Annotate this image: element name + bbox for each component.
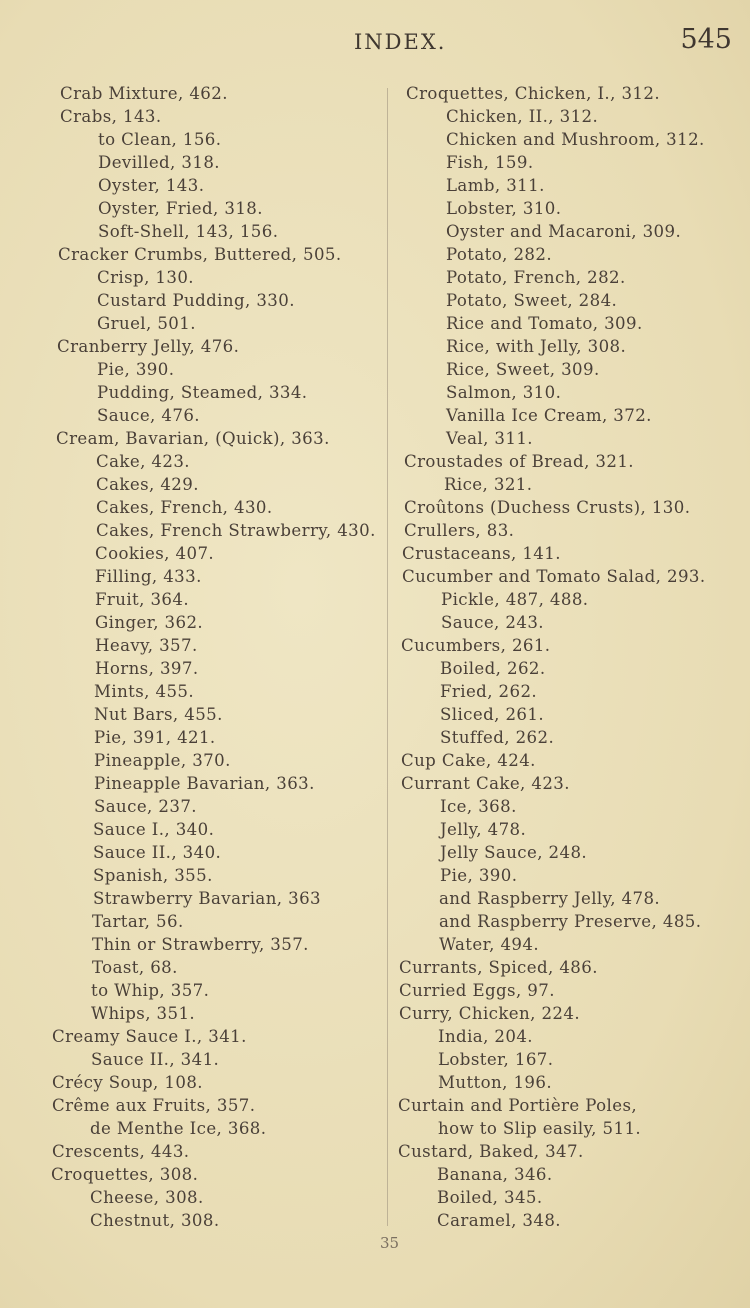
index-entry: Pickle, 487, 488. bbox=[441, 590, 589, 609]
index-entry: Fried, 262. bbox=[440, 682, 538, 701]
index-entry: Cakes, French, 430. bbox=[96, 498, 273, 517]
index-entry: Crisp, 130. bbox=[97, 268, 194, 287]
index-entry: Cracker Crumbs, Buttered, 505. bbox=[58, 245, 342, 264]
index-entry: Curtain and Portière Poles, bbox=[398, 1096, 638, 1115]
index-entry: Gruel, 501. bbox=[97, 314, 196, 333]
index-entry: Sliced, 261. bbox=[440, 705, 545, 724]
index-entry: Tartar, 56. bbox=[92, 912, 184, 931]
index-entry: Sauce, 476. bbox=[97, 406, 200, 425]
index-entry: Chicken, II., 312. bbox=[446, 107, 599, 126]
index-entry: Thin or Strawberry, 357. bbox=[92, 935, 309, 954]
index-entry: Chestnut, 308. bbox=[90, 1211, 220, 1230]
index-entry: Crabs, 143. bbox=[60, 107, 162, 126]
index-entry: Cream, Bavarian, (Quick), 363. bbox=[56, 429, 330, 448]
index-entry: Mints, 455. bbox=[94, 682, 195, 701]
index-entry: Cucumbers, 261. bbox=[401, 636, 551, 655]
page-title: INDEX. bbox=[354, 30, 447, 54]
index-entry: Water, 494. bbox=[439, 935, 539, 954]
index-entry: Pudding, Steamed, 334. bbox=[97, 383, 308, 402]
index-entry: Banana, 346. bbox=[437, 1165, 553, 1184]
index-entry: Crullers, 83. bbox=[404, 521, 515, 540]
index-entry: Crême aux Fruits, 357. bbox=[52, 1096, 256, 1115]
index-column-right bbox=[396, 82, 750, 1232]
index-entry: Cheese, 308. bbox=[90, 1188, 204, 1207]
page-number: 545 bbox=[680, 24, 732, 55]
index-entry: Crab Mixture, 462. bbox=[60, 84, 228, 103]
index-entry: to Whip, 357. bbox=[91, 981, 210, 1000]
index-entry: how to Slip easily, 511. bbox=[438, 1119, 642, 1138]
index-entry: Croquettes, Chicken, I., 312. bbox=[406, 84, 660, 103]
index-entry: to Clean, 156. bbox=[98, 130, 222, 149]
index-entry: Sauce, 237. bbox=[94, 797, 197, 816]
index-entry: Caramel, 348. bbox=[437, 1211, 561, 1230]
index-entry: Rice, 321. bbox=[444, 475, 533, 494]
index-entry: Sauce II., 340. bbox=[93, 843, 222, 862]
index-entry: Oyster, 143. bbox=[98, 176, 205, 195]
index-entry: Custard Pudding, 330. bbox=[97, 291, 295, 310]
signature-mark: 35 bbox=[380, 1234, 400, 1252]
index-entry: Croquettes, 308. bbox=[51, 1165, 199, 1184]
index-entry: Cake, 423. bbox=[96, 452, 190, 471]
index-entry: Veal, 311. bbox=[446, 429, 533, 448]
index-entry: Custard, Baked, 347. bbox=[398, 1142, 584, 1161]
index-entry: Lobster, 310. bbox=[446, 199, 562, 218]
index-entry: Ice, 368. bbox=[440, 797, 517, 816]
index-entry: and Raspberry Preserve, 485. bbox=[439, 912, 702, 931]
index-entry: Spanish, 355. bbox=[93, 866, 213, 885]
index-entry: Chicken and Mushroom, 312. bbox=[446, 130, 705, 149]
index-entry: Pie, 390. bbox=[440, 866, 518, 885]
index-entry: Croûtons (Duchess Crusts), 130. bbox=[404, 498, 691, 517]
index-entry: Pineapple, 370. bbox=[94, 751, 231, 770]
index-entry: Oyster and Macaroni, 309. bbox=[446, 222, 682, 241]
index-entry: Sauce II., 341. bbox=[91, 1050, 220, 1069]
index-entry: Potato, French, 282. bbox=[446, 268, 626, 287]
index-entry: Rice and Tomato, 309. bbox=[446, 314, 643, 333]
index-column-left bbox=[0, 82, 380, 1232]
index-entry: Potato, Sweet, 284. bbox=[446, 291, 618, 310]
index-entry: Filling, 433. bbox=[95, 567, 202, 586]
index-entry: de Menthe Ice, 368. bbox=[90, 1119, 267, 1138]
index-entry: Sauce, 243. bbox=[441, 613, 544, 632]
index-entry: Crescents, 443. bbox=[52, 1142, 190, 1161]
index-entry: Curried Eggs, 97. bbox=[399, 981, 555, 1000]
index-entry: India, 204. bbox=[438, 1027, 533, 1046]
index-entry: Salmon, 310. bbox=[446, 383, 562, 402]
index-entry: and Raspberry Jelly, 478. bbox=[439, 889, 661, 908]
index-entry: Heavy, 357. bbox=[95, 636, 198, 655]
index-entry: Vanilla Ice Cream, 372. bbox=[446, 406, 652, 425]
index-entry: Boiled, 345. bbox=[437, 1188, 543, 1207]
index-entry: Jelly, 478. bbox=[440, 820, 527, 839]
index-entry: Pie, 391, 421. bbox=[94, 728, 216, 747]
index-entry: Soft-Shell, 143, 156. bbox=[98, 222, 279, 241]
index-entry: Pie, 390. bbox=[97, 360, 175, 379]
index-entry: Potato, 282. bbox=[446, 245, 552, 264]
index-entry: Currant Cake, 423. bbox=[401, 774, 570, 793]
index-entry: Cranberry Jelly, 476. bbox=[57, 337, 240, 356]
index-entry: Cookies, 407. bbox=[95, 544, 215, 563]
index-entry: Jelly Sauce, 248. bbox=[440, 843, 588, 862]
index-entry: Oyster, Fried, 318. bbox=[98, 199, 263, 218]
index-entry: Croustades of Bread, 321. bbox=[404, 452, 634, 471]
column-divider bbox=[387, 88, 388, 1226]
index-entry: Crustaceans, 141. bbox=[402, 544, 561, 563]
index-entry: Lobster, 167. bbox=[438, 1050, 554, 1069]
index-entry: Rice, with Jelly, 308. bbox=[446, 337, 627, 356]
index-entry: Cucumber and Tomato Salad, 293. bbox=[402, 567, 706, 586]
index-entry: Currants, Spiced, 486. bbox=[399, 958, 598, 977]
index-entry: Mutton, 196. bbox=[438, 1073, 552, 1092]
index-entry: Toast, 68. bbox=[92, 958, 178, 977]
index-entry: Strawberry Bavarian, 363 bbox=[93, 889, 322, 908]
index-entry: Ginger, 362. bbox=[95, 613, 204, 632]
index-entry: Fruit, 364. bbox=[95, 590, 190, 609]
index-entry: Sauce I., 340. bbox=[93, 820, 215, 839]
index-entry: Cakes, 429. bbox=[96, 475, 199, 494]
index-entry: Devilled, 318. bbox=[98, 153, 220, 172]
index-entry: Curry, Chicken, 224. bbox=[399, 1004, 581, 1023]
index-entry: Horns, 397. bbox=[95, 659, 199, 678]
index-entry: Creamy Sauce I., 341. bbox=[52, 1027, 247, 1046]
index-entry: Nut Bars, 455. bbox=[94, 705, 223, 724]
index-entry: Whips, 351. bbox=[91, 1004, 196, 1023]
index-entry: Fish, 159. bbox=[446, 153, 534, 172]
index-entry: Crécy Soup, 108. bbox=[52, 1073, 203, 1092]
index-entry: Boiled, 262. bbox=[440, 659, 546, 678]
index-entry: Cup Cake, 424. bbox=[401, 751, 536, 770]
index-entry: Stuffed, 262. bbox=[440, 728, 555, 747]
index-entry: Rice, Sweet, 309. bbox=[446, 360, 600, 379]
index-entry: Cakes, French Strawberry, 430. bbox=[96, 521, 376, 540]
index-entry: Lamb, 311. bbox=[446, 176, 545, 195]
index-entry: Pineapple Bavarian, 363. bbox=[94, 774, 315, 793]
